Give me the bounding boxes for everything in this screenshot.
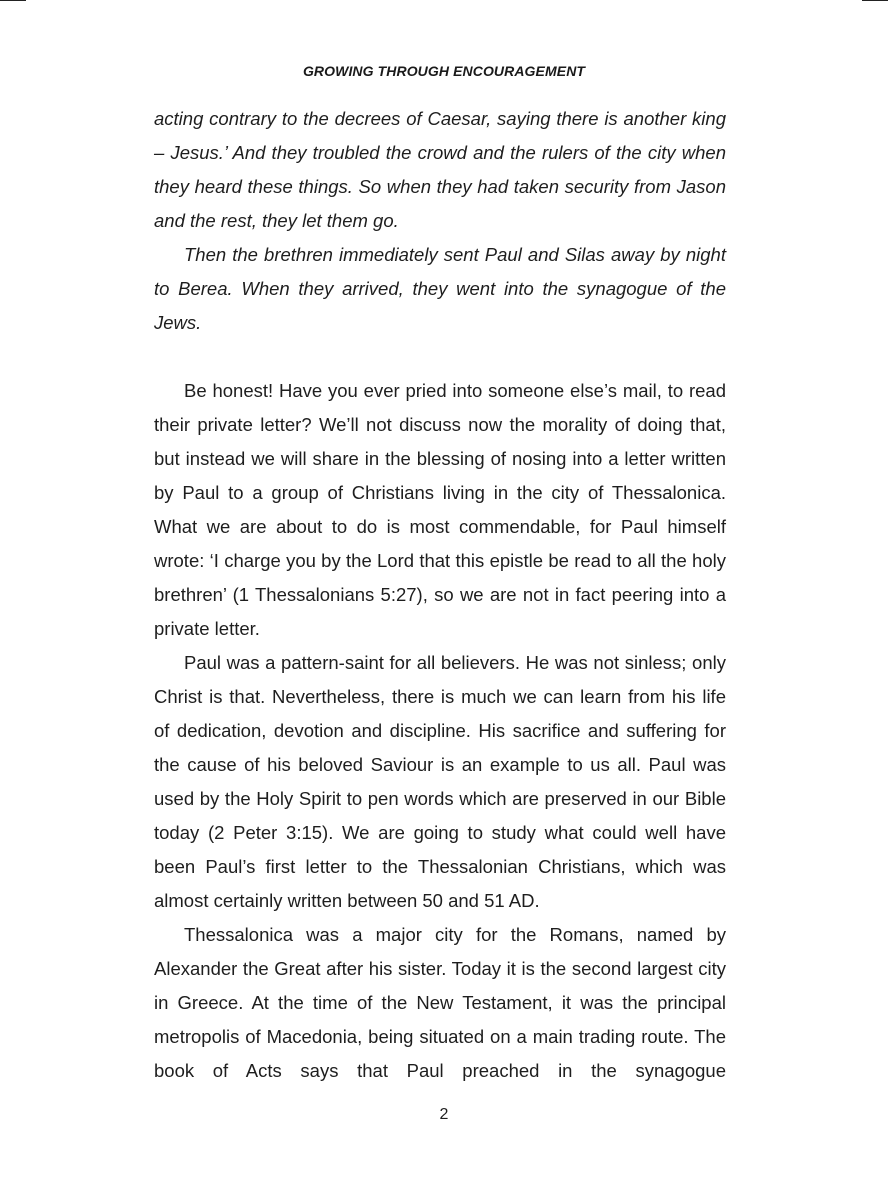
page-number: 2 <box>439 1106 449 1123</box>
body-paragraph: Be honest! Have you ever pried into someone else’s mail, to read their private letter? We’ll not discuss now the morality of doing that, but instead we will share in the blessing of nosing into a letter written by Paul to a group of Christians living in the city of Thessalonica. What we are about to do is most commendable, for Paul himself wrote: ‘I charge you by the Lord that this epistle be read to all the holy brethren’ (1 Thessalonians 5:27), so we are not in fact peering into a private letter. <box>154 380 726 639</box>
text-block <box>154 102 726 1088</box>
quote-paragraph: Then the brethren immediately sent Paul and Silas away by night to Berea. When they arrived, they went into the synagogue of the Jews. <box>154 244 726 333</box>
quote-paragraph: acting contrary to the decrees of Caesar, saying there is another king – Jesus.’ And they troubled the crowd and the rulers of the city when they heard these things. So when they had taken security from Jason and the rest, they let them go. <box>154 108 726 231</box>
section-gap <box>154 340 726 374</box>
body-paragraph: Paul was a pattern-saint for all believers. He was not sinless; only Christ is that. Nevertheless, there is much we can learn from his life of dedication, devotion and discipline. His sacrifice and suffering for the cause of his beloved Saviour is an example to us all. Paul was used by the Holy Spirit to pen words which are preserved in our Bible today (2 Peter 3:15). We are going to study what could well have been Paul’s first letter to the Thessalonian Christians, which was almost certainly written between 50 and 51 AD. <box>154 652 726 911</box>
crop-mark-right <box>862 0 888 1</box>
running-head: GROWING THROUGH ENCOURAGEMENT <box>302 63 586 79</box>
body-paragraph: Thessalonica was a major city for the Romans, named by Alexander the Great after his sister. Today it is the second largest city in Greece. At the time of the New Testament, it was the principal metropolis of Macedonia, being situated on a main trading route. The book of Acts says that Paul preached in the synagogue <box>154 924 726 1081</box>
crop-mark-left <box>0 0 26 1</box>
